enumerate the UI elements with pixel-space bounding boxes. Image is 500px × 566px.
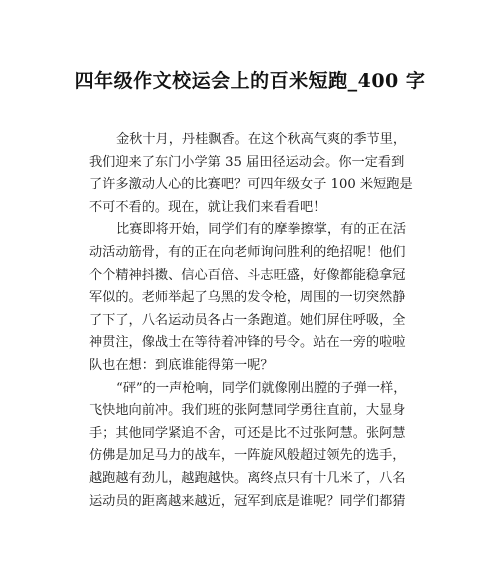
document-body <box>89 129 429 513</box>
paragraph-3-line-2: 飞快地向前冲。我们班的张阿慧同学勇往直前，大显身 <box>89 403 406 419</box>
paragraph-1-line-4: 不可不看的。现在，就让我们来看看吧！ <box>89 199 327 215</box>
paragraph-3-line-5: 越跑越有劲儿，越跑越快。离终点只有十几米了，八名 <box>89 470 406 486</box>
paragraph-3-line-1: “砰”的一声枪响，同学们就像刚出膛的子弹一样， <box>116 380 407 396</box>
paragraph-1-line-3: 了许多激动人心的比赛吧？可四年级女子 100 米短跑是 <box>89 177 413 193</box>
paragraph-2-line-4: 军似的。老师举起了乌黑的发令枪，周围的一切突然静 <box>89 290 406 306</box>
paragraph-1-line-2: 我们迎来了东门小学第 35 届田径运动会。你一定看到 <box>89 154 405 170</box>
paragraph-2-line-5: 了下了，八名运动员各占一条跑道。她们屏住呼吸，全 <box>89 312 406 328</box>
paragraph-3-line-6: 运动员的距离越来越近，冠军到底是谁呢？同学们都猜 <box>89 493 406 509</box>
paragraph-2-line-6: 神贯注，像战士在等待着冲锋的号令。站在一旁的啦啦 <box>89 335 406 351</box>
document-title: 四年级作文校运会上的百米短跑_400 字 <box>74 70 426 92</box>
paragraph-2-line-3: 个个精神抖擞、信心百倍、斗志旺盛，好像都能稳拿冠 <box>89 267 406 283</box>
paragraph-3-line-3: 手；其他同学紧追不舍，可还是比不过张阿慧。张阿慧 <box>89 425 406 441</box>
paragraph-3-line-4: 仿佛是加足马力的战车，一阵旋风般超过领先的选手， <box>89 448 406 464</box>
paragraph-2-line-2: 动活动筋骨，有的正在向老师询问胜利的绝招呢！他们 <box>89 244 406 260</box>
paragraph-1-line-1: 金秋十月，丹桂飘香。在这个秋高气爽的季节里， <box>116 132 407 147</box>
paragraph-2-line-7: 队也在想：到底谁能得第一呢？ <box>89 357 274 373</box>
paragraph-2-line-1: 比赛即将开始，同学们有的摩拳擦掌，有的正在活 <box>116 222 407 238</box>
